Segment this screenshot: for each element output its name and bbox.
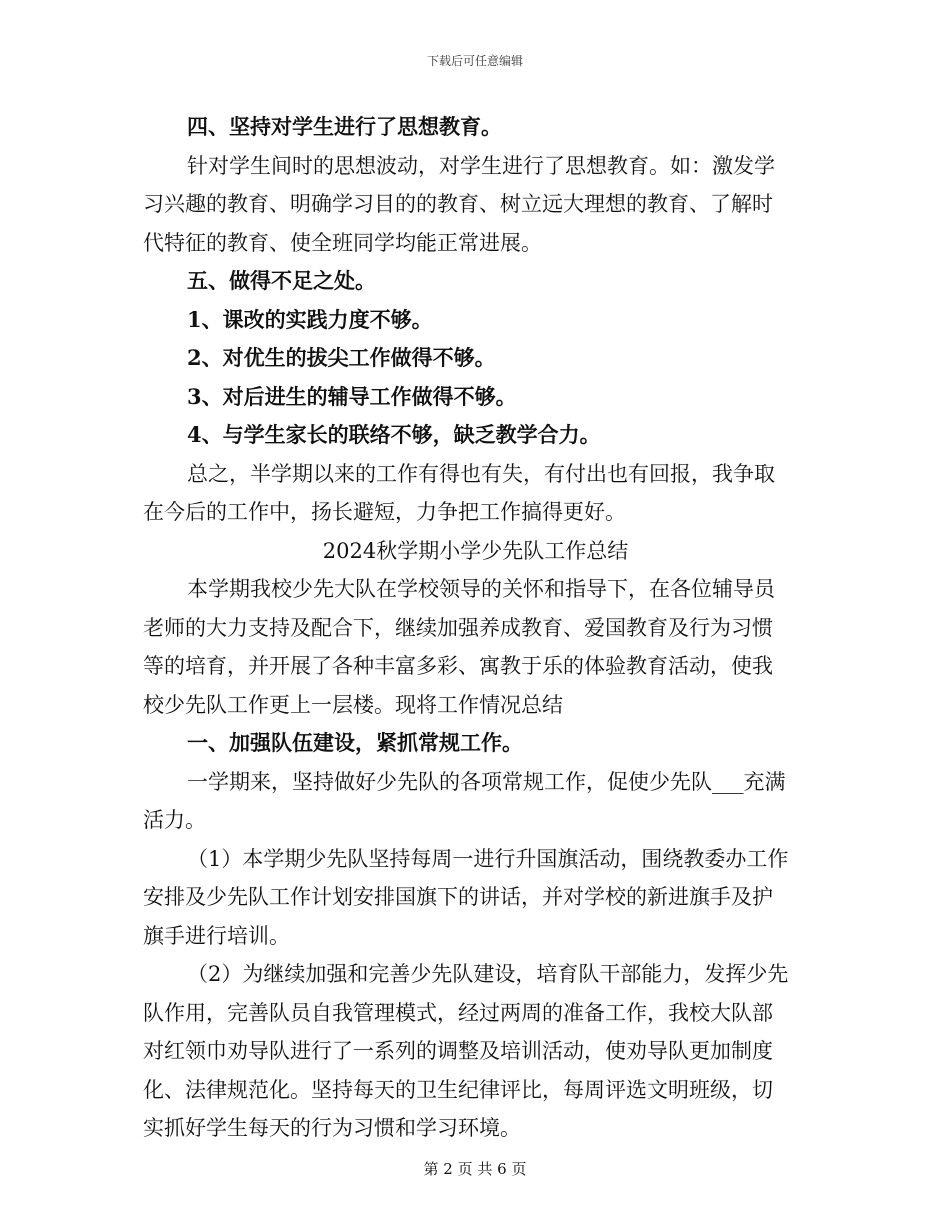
paragraph-line: 代特征的教育、使全班同学均能正常进展。 [143,230,542,255]
heading-line: 四、坚持对学生进行了思想教育。 [187,114,502,139]
paragraph-line: 化、法律规范化。坚持每天的卫生纪律评比，每周评选文明班级，切 [143,1077,773,1102]
page-header: 下载后可任意编辑 [426,54,523,68]
paragraph-line: 安排及少先队工作计划安排国旗下的讲话，并对学校的新进旗手及护 [143,885,773,909]
paragraph-line: 队作用，完善队员自我管理模式，经过两周的准备工作，我校大队部 [143,1000,773,1025]
paragraph-line: 旗手进行培训。 [143,923,290,948]
paragraph-line: 总之，半学期以来的工作有得也有失，有付出也有回报，我争取 [187,461,775,486]
paragraph-line: 校少先队工作更上一层楼。现将工作情况总结 [143,692,563,717]
paragraph-line: 活力。 [143,808,206,832]
heading-line: 4、与学生家长的联络不够，缺乏教学合力。 [187,422,601,447]
paragraph-line: 习兴趣的教育、明确学习目的的教育、树立远大理想的教育、了解时 [143,192,773,216]
document-body [143,108,808,1148]
paragraph-line: 对红领巾劝导队进行了一系列的调整及培训活动，使劝导队更加制度 [143,1039,773,1063]
heading-line: 3、对后进生的辅导工作做得不够。 [187,383,517,409]
paragraph-line: 本学期我校少先大队在学校领导的关怀和指导下，在各位辅导员 [187,577,775,601]
page-footer: 第 2 页 共 6 页 [423,1160,527,1178]
paragraph-line: 实抓好学生每天的行为习惯和学习环境。 [143,1116,521,1140]
paragraph-line: 针对学生间时的思想波动，对学生进行了思想教育。如：激发学 [187,153,775,178]
heading-line: 一、加强队伍建设，紧抓常规工作。 [187,730,523,755]
paragraph-line: （1）本学期少先队坚持每周一进行升国旗活动，围绕教委办工作 [187,846,789,871]
paragraph-line: 等的培育，并开展了各种丰富多彩、寓教于乐的体验教育活动，使我 [143,654,773,678]
paragraph-line: 老师的大力支持及配合下，继续加强养成教育、爱国教育及行为习惯 [143,615,773,640]
section-title: 2024秋学期小学少先队工作总结 [322,538,629,563]
paragraph-line: 在今后的工作中，扬长避短，力争把工作搞得更好。 [143,500,626,524]
paragraph-line: （2）为继续加强和完善少先队建设，培育队干部能力，发挥少先 [187,962,789,986]
paragraph-line: 一学期来，坚持做好少先队的各项常规工作，促使少先队___充满 [187,769,786,794]
heading-line: 五、做得不足之处。 [187,268,376,293]
heading-line: 2、对优生的拔尖工作做得不够。 [187,345,496,370]
heading-line: 1、课改的实践力度不够。 [187,306,433,332]
